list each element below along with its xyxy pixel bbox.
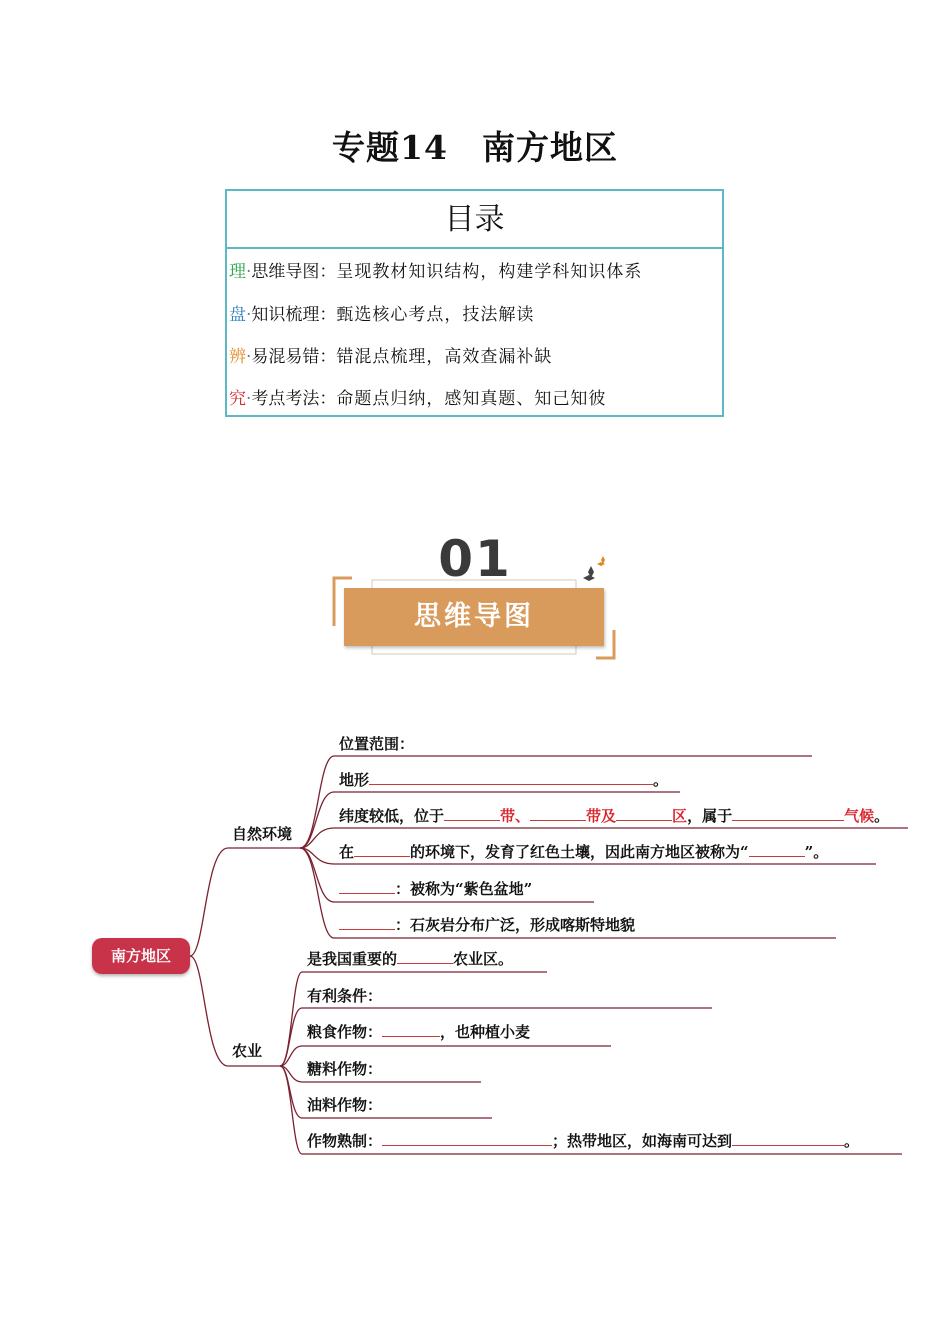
- toc-desc: 错混点梳理，高效查漏补缺: [336, 347, 553, 367]
- agri-conditions: 有利条件：: [307, 987, 383, 1005]
- page-title: 专题14 南方地区: [332, 128, 618, 167]
- fill-blank: [382, 1131, 552, 1146]
- fill-blank: [444, 806, 500, 821]
- toc-desc: 命题点归纳，感知真题、知己知彼: [336, 389, 607, 409]
- toc-item-confusions: 辨·易混易错：错混点梳理，高效查漏补缺: [229, 347, 553, 367]
- toc-desc: 呈现教材知识结构，构建学科知识体系: [336, 262, 643, 282]
- toc-char: 盘: [229, 305, 246, 325]
- toc-item-knowledge: 盘·知识梳理：甄选核心考点，技法解读: [229, 305, 535, 325]
- fill-blank: [616, 806, 672, 821]
- nature-basin: ：被称为“紫色盆地”: [339, 878, 532, 899]
- fill-blank: [732, 806, 844, 821]
- toc-item-exam: 究·考点考法：命题点归纳，感知真题、知己知彼: [229, 389, 607, 409]
- sparkle-icon: [597, 556, 605, 566]
- nature-location: 位置范围：: [339, 735, 415, 753]
- toc-desc: 甄选核心考点，技法解读: [336, 305, 535, 325]
- nature-climate: 纬度较低，位于 带、 带及 区，属于 气候。: [339, 807, 890, 825]
- fill-blank: [530, 806, 586, 821]
- branch-agriculture: 农业: [232, 1042, 263, 1060]
- agri-type: 是我国重要的 农业区。: [307, 950, 514, 968]
- agri-sugar: 糖料作物：: [307, 1060, 383, 1078]
- fill-blank: [369, 770, 653, 785]
- section-number: 01: [438, 530, 512, 588]
- agri-grain: 粮食作物： ，也种植小麦: [307, 1023, 531, 1041]
- fill-blank: [749, 842, 805, 857]
- branch-nature: 自然环境: [232, 825, 293, 843]
- table-of-contents: [225, 189, 724, 417]
- section-label: 思维导图: [344, 588, 604, 646]
- toc-char: 理: [229, 262, 246, 282]
- fill-blank: [382, 1022, 440, 1037]
- toc-item-mindmap: 理·思维导图：呈现教材知识结构，构建学科知识体系: [229, 262, 643, 282]
- toc-name: 考点考法：: [251, 389, 337, 409]
- toc-char: 究: [229, 389, 246, 409]
- toc-name: 思维导图：: [251, 262, 337, 282]
- mindmap-root: 南方地区: [92, 938, 190, 974]
- nature-terrain: 地形 。: [339, 771, 669, 789]
- fill-blank: [397, 949, 453, 964]
- fill-blank: [354, 842, 410, 857]
- sparkle-icon: [583, 566, 595, 581]
- toc-heading: 目录: [227, 191, 722, 249]
- toc-name: 知识梳理：: [251, 305, 337, 325]
- agri-oil: 油料作物：: [307, 1096, 383, 1114]
- nature-soil: 在 的环境下，发育了红色土壤，因此南方地区被称为“ ”。: [339, 843, 829, 861]
- fill-blank: [339, 879, 395, 894]
- fill-blank: [339, 915, 395, 930]
- agri-cropping: 作物熟制： ；热带地区，如海南可达到 。: [307, 1132, 860, 1150]
- fill-blank: [732, 1131, 844, 1146]
- section-banner: [330, 530, 620, 660]
- toc-char: 辨: [229, 347, 246, 367]
- nature-karst: ：石灰岩分布广泛，形成喀斯特地貌: [339, 914, 635, 935]
- toc-name: 易混易错：: [251, 347, 337, 367]
